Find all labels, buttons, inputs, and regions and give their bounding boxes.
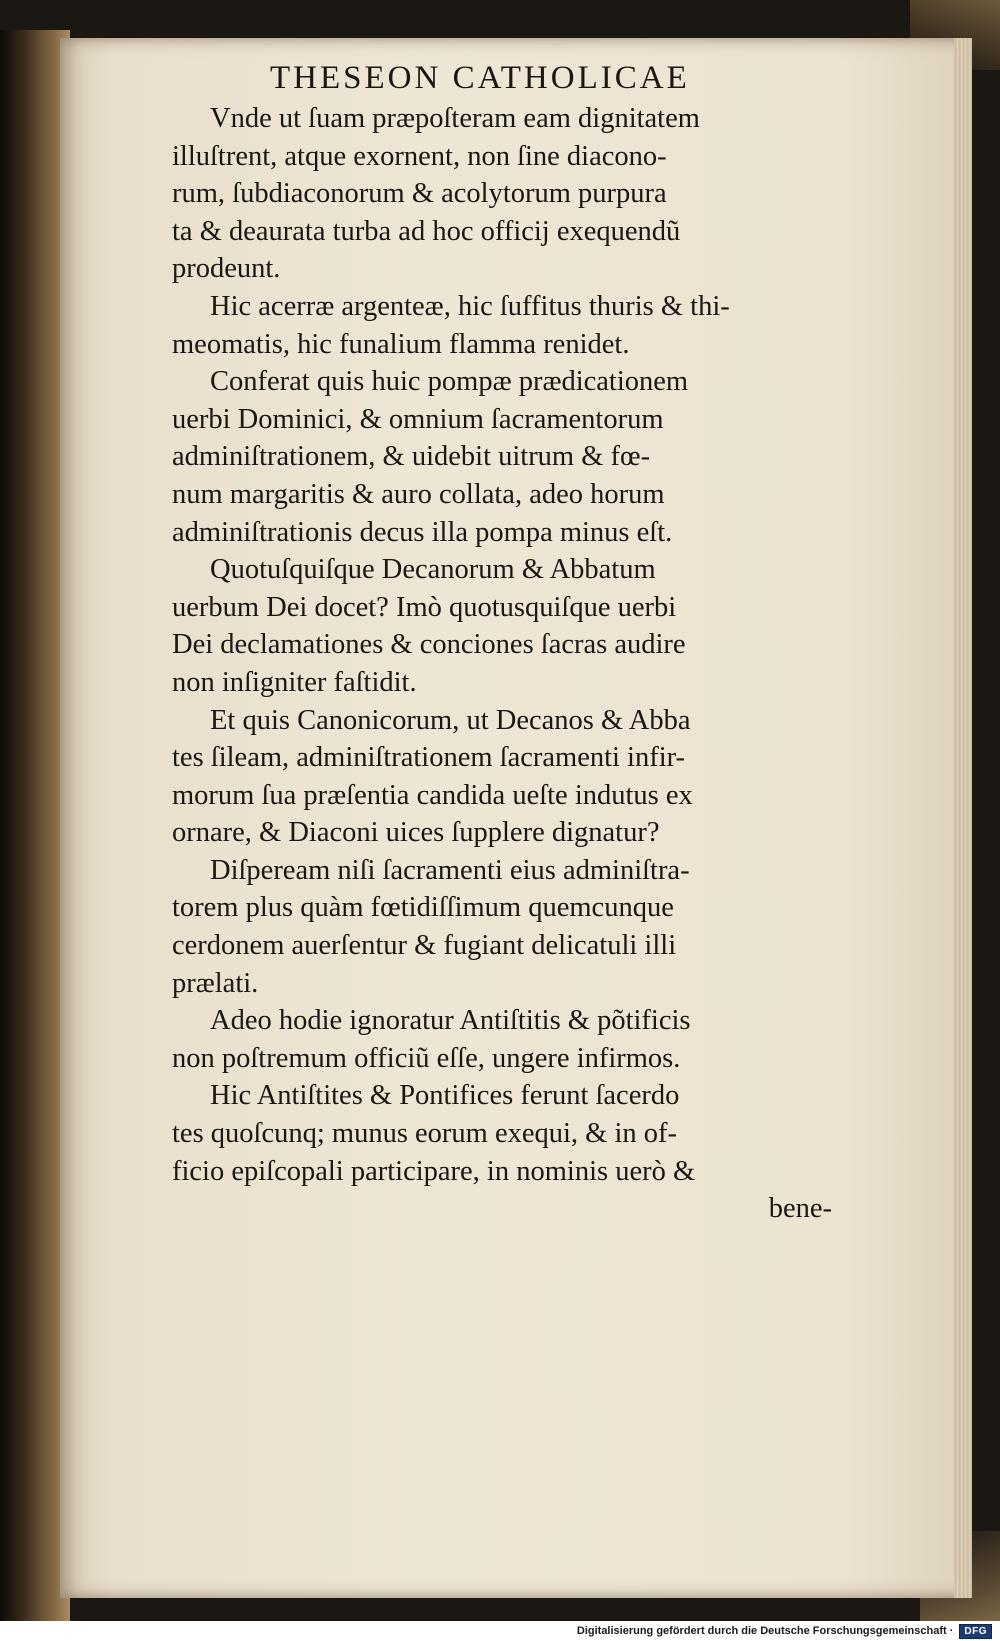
text-line: Adeo hodie ignoratur Antiſtitis & põtificis bbox=[210, 1005, 691, 1037]
text-line: prælati. bbox=[172, 967, 259, 999]
dfg-logo: DFG bbox=[959, 1624, 992, 1639]
text-line: adminiſtrationem, & uidebit uitrum & fœ- bbox=[172, 441, 651, 473]
text-line: meomatis, hic funalium flamma renidet. bbox=[172, 328, 630, 360]
text-line: cerdonem auerſentur & fugiant delicatuli illi bbox=[172, 930, 677, 962]
text-line: Vnde ut ſuam præpoſteram eam dignitatem bbox=[210, 103, 700, 134]
text-line: Et quis Canonicorum, ut Decanos & Abba bbox=[210, 704, 691, 736]
text-line: uerbi Dominici, & omnium ſacramentorum bbox=[172, 403, 664, 435]
body-text bbox=[172, 100, 842, 1228]
text-line: morum ſua præſentia candida ueſte indutus ex bbox=[172, 779, 693, 811]
text-line: Conferat quis huic pompæ prædicationem bbox=[210, 366, 689, 398]
text-line: Hic acerræ argenteæ, hic ſuffitus thuris & thi- bbox=[210, 290, 730, 322]
running-head: THESEON CATHOLICAE bbox=[270, 60, 690, 96]
catchword: bene- bbox=[768, 1193, 832, 1225]
text-line: uerbum Dei docet? Imò quotusquiſque uerbi bbox=[172, 591, 677, 623]
text-line: ornare, & Diaconi uices ſupplere dignatur? bbox=[172, 817, 660, 849]
text-line: Diſperеam niſi ſacramenti eius adminiſtra- bbox=[210, 854, 690, 886]
text-line: ta & deaurata turba ad hoc officij exequendũ bbox=[172, 215, 681, 247]
text-line: tes quoſcunq; munus eorum exequi, & in of- bbox=[172, 1118, 677, 1150]
footer-credit: Digitalisierung gefördert durch die Deutsche Forschungsgemeinschaft · bbox=[576, 1625, 954, 1637]
text-line: Dei declamationes & conciones ſacras audire bbox=[172, 629, 686, 661]
text-line: num margaritis & auro collata, adeo horum bbox=[172, 478, 665, 510]
text-line: non poſtremum officiũ eſſe, ungere infirmos. bbox=[172, 1042, 681, 1074]
text-line: rum, ſubdiaconorum & acolytorum purpura bbox=[172, 178, 667, 210]
text-line: non inſigniter faſtidit. bbox=[172, 666, 417, 698]
text-line: prodeunt. bbox=[172, 253, 281, 285]
page-edge bbox=[954, 38, 972, 1598]
text-line: Hic Antiſtites & Pontifices ferunt ſacerdo bbox=[210, 1080, 680, 1112]
text-line: torem plus quàm fœtidiſſimum quemcunque bbox=[172, 892, 674, 924]
text-line: tes ſileam, adminiſtrationem ſacramenti infir- bbox=[172, 742, 686, 774]
text-line: Quotuſquiſque Decanorum & Abbatum bbox=[210, 554, 656, 586]
text-line: ficio epiſcopali participare, in nominis uerò & bbox=[172, 1155, 696, 1187]
text-line: illuſtrent, atque exornent, non ſine diacono- bbox=[172, 140, 667, 172]
footer-bar bbox=[0, 1621, 1000, 1641]
text-line: adminiſtrationis decus illa pompa minus eſt. bbox=[172, 516, 673, 548]
